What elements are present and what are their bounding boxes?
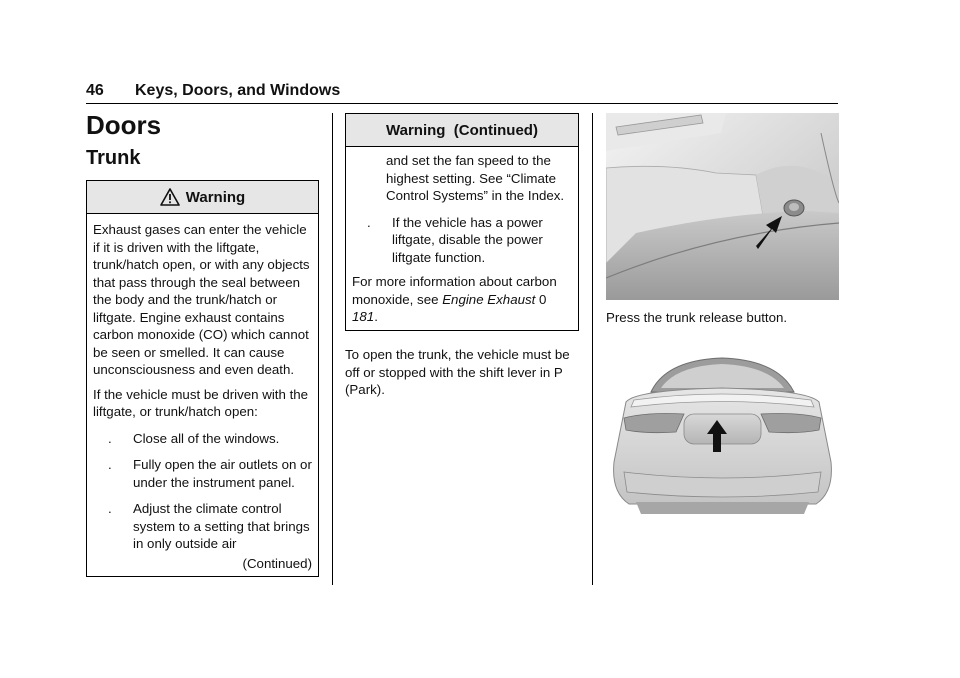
more-info-text: For more information about carbon monoxide, see (352, 274, 557, 307)
warning-continued-title: Warning (Continued) (386, 121, 538, 139)
header-rule (86, 103, 838, 104)
column-divider-1 (332, 113, 333, 585)
bullet-text: Fully open the air outlets on or under the instrument panel. (133, 457, 312, 490)
continued-label: (Continued) (242, 555, 312, 571)
warning-paragraph: Exhaust gases can enter the vehicle if it is driven with the liftgate, trunk/hatch open, or with any objects that pass through the seal between the body and the trunk/hatch or liftgate. Engine exhaust contains carbon monoxide (CO) which cannot be seen or smelled. It can cause unconsciousness and even death. (93, 222, 310, 377)
bullet-mark: . (108, 501, 112, 516)
engine-exhaust-link[interactable]: Engine Exhaust (442, 291, 536, 307)
page-ref-number[interactable]: 181 (352, 309, 375, 324)
warning-bullet (93, 456, 312, 491)
ref-end: . (374, 309, 378, 324)
more-info-paragraph (352, 273, 572, 326)
warning-header (87, 181, 318, 214)
warning-bullet (93, 500, 312, 553)
door-panel-image (606, 113, 839, 300)
bullet-mark: . (108, 457, 112, 472)
warning-title: Warning (185, 188, 246, 206)
door-release-illustration (606, 113, 839, 300)
warning-continued-body (346, 147, 578, 326)
warning-paragraph: If the vehicle must be driven with the liftgate, or trunk/hatch open: (93, 386, 309, 419)
warning-bullet (93, 430, 312, 448)
trunk-open-instructions: To open the trunk, the vehicle must be off or stopped with the shift lever in P (Park). (345, 347, 570, 397)
page-ref-symbol: 0 (539, 291, 547, 307)
bullet-mark: . (108, 430, 112, 446)
car-rear-illustration (606, 352, 839, 520)
page-number: 46 (86, 82, 104, 99)
section-heading: Trunk (86, 147, 141, 169)
bullet-text: If the vehicle has a power liftgate, disable the power liftgate function. (392, 214, 543, 265)
warning-continued-box (345, 113, 579, 331)
bullet-mark: . (367, 214, 371, 230)
car-rear-image (606, 352, 839, 520)
page-heading: Doors (86, 110, 162, 140)
warning-box (86, 180, 319, 577)
warning-triangle-icon (160, 188, 180, 206)
warning-bullet (352, 214, 572, 267)
trunk-release-caption: Press the trunk release button. (606, 310, 788, 325)
bullet-text: Close all of the windows. (133, 430, 280, 446)
continued-text: and set the fan speed to the highest setting. See “Climate Control Systems” in the Index. (386, 153, 565, 203)
warning-body (87, 214, 318, 553)
column-divider-2 (592, 113, 593, 585)
warning-continued-header (346, 114, 578, 147)
section-title: Keys, Doors, and Windows (135, 82, 341, 99)
bullet-text: Adjust the climate control system to a setting that brings in only outside air (133, 501, 310, 551)
